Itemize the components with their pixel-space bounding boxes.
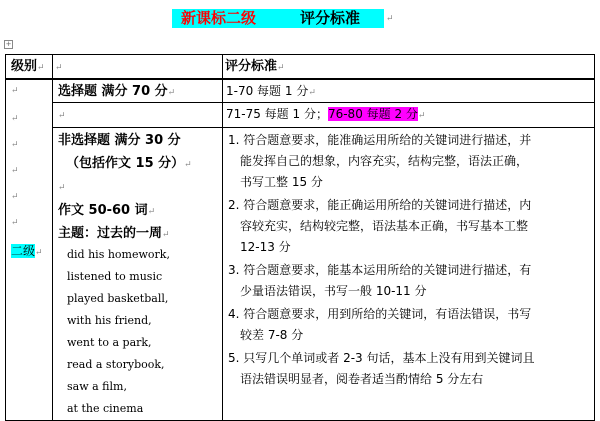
header-criteria-cell xyxy=(223,55,595,80)
criterion-5-line-2: 语法错误明显者，阅卷者适当酌情给 5 分左右 xyxy=(240,372,484,386)
return-mark-icon: ↵ xyxy=(11,140,19,150)
criterion-1-line-1: 1. 符合题意要求，能准确运用所给的关键词进行描述，并 xyxy=(228,133,532,147)
return-mark-icon: ↵ xyxy=(417,111,426,121)
criterion-3-line-2: 少量语法错误，书写一般 10-11 分 xyxy=(240,284,427,298)
header-empty-cell xyxy=(53,55,223,80)
return-mark-icon: ↵ xyxy=(35,248,43,258)
mc-rule2a: 71-75 每题 1 分； xyxy=(226,107,328,121)
keyword-item: did his homework, xyxy=(67,248,170,261)
scoring-table xyxy=(5,54,595,421)
return-mark-icon: ↵ xyxy=(167,88,176,98)
nonmc-row xyxy=(6,128,595,421)
keyword-item: played basketball, xyxy=(67,292,169,305)
essay-requirement: 作文 50-60 词 xyxy=(58,203,148,218)
header-level: 级别 xyxy=(11,59,38,74)
keyword-item: went to a park, xyxy=(67,336,152,349)
return-mark-icon: ↵ xyxy=(58,183,66,193)
title-right: 评分标准 xyxy=(300,9,361,27)
criterion-2-line-1: 2. 符合题意要求，能正确运用所给的关键词进行描述，内 xyxy=(228,198,532,212)
return-mark-icon: ↵ xyxy=(184,160,192,170)
return-mark-icon: ↵ xyxy=(11,192,19,202)
return-mark-icon: ↵ xyxy=(386,14,394,24)
document-title xyxy=(172,9,384,28)
keyword-item: saw a film, xyxy=(67,380,127,393)
mc-rule2-cell xyxy=(223,103,595,128)
return-mark-icon: ↵ xyxy=(277,63,285,73)
mc-title: 选择题 满分 70 分 xyxy=(58,84,168,99)
nonmc-subtitle: （包括作文 15 分） xyxy=(66,156,185,171)
criterion-4 xyxy=(228,304,594,346)
return-mark-icon: ↵ xyxy=(11,86,19,96)
criterion-3 xyxy=(228,260,594,302)
essay-topic: 主题：过去的一周 xyxy=(58,226,163,241)
keyword-list xyxy=(58,244,222,420)
keyword-item: at the cinema xyxy=(67,402,144,415)
criterion-5 xyxy=(228,348,594,390)
title-bar xyxy=(0,0,600,32)
return-mark-icon: ↵ xyxy=(55,63,63,73)
return-mark-icon: ↵ xyxy=(37,63,45,73)
table-move-handle-icon[interactable]: + xyxy=(5,40,12,48)
header-row xyxy=(6,55,595,80)
return-mark-icon: ↵ xyxy=(11,218,19,228)
mc-title-cell xyxy=(53,79,223,103)
title-left: 新课标二级 xyxy=(181,9,257,27)
return-mark-icon: ↵ xyxy=(162,230,170,240)
header-criteria: 评分标准 xyxy=(225,59,278,74)
criterion-2-line-2: 容较充实，结构较完整，语法基本正确，书写基本工整 xyxy=(240,219,529,233)
mc-rule1: 1-70 每题 1 分 xyxy=(226,84,309,98)
return-mark-icon: ↵ xyxy=(58,111,66,121)
mc-rule1-cell xyxy=(223,79,595,103)
mc-row-1 xyxy=(6,79,595,103)
criterion-4-line-1: 4. 符合题意要求，用到所给的关键词，有语法错误，书写 xyxy=(228,307,532,321)
keyword-item: read a storybook, xyxy=(67,358,165,371)
criterion-1-line-3: 书写工整 15 分 xyxy=(240,175,323,189)
header-level-cell xyxy=(6,55,53,80)
keyword-item: with his friend, xyxy=(67,314,152,327)
criterion-1-line-2: 能发挥自己的想象，内容充实，结构完整，语法正确， xyxy=(240,154,529,168)
criterion-5-line-1: 5. 只写几个单词或者 2-3 句话，基本上没有用到关键词且 xyxy=(228,351,535,365)
criterion-4-line-2: 较差 7-8 分 xyxy=(240,328,304,342)
criterion-3-line-1: 3. 符合题意要求，能基本运用所给的关键词进行描述，有 xyxy=(228,263,532,277)
mc-row-2 xyxy=(6,103,595,128)
return-mark-icon: ↵ xyxy=(147,207,156,217)
criterion-1 xyxy=(228,130,594,193)
mc-rule2b: 76-80 每题 2 分 xyxy=(327,107,418,121)
level-cell xyxy=(6,79,53,421)
nonmc-cell xyxy=(53,128,223,421)
return-mark-icon: ↵ xyxy=(308,88,316,98)
criteria-cell xyxy=(223,128,595,421)
criterion-2 xyxy=(228,195,594,258)
keyword-item: listened to music xyxy=(67,270,163,283)
return-mark-icon: ↵ xyxy=(11,114,19,124)
return-mark-icon: ↵ xyxy=(11,166,19,176)
criterion-2-line-3: 12-13 分 xyxy=(240,240,291,254)
level-label: 二级 xyxy=(11,244,36,258)
mc-empty-cell xyxy=(53,103,223,128)
nonmc-title: 非选择题 满分 30 分 xyxy=(58,133,181,148)
